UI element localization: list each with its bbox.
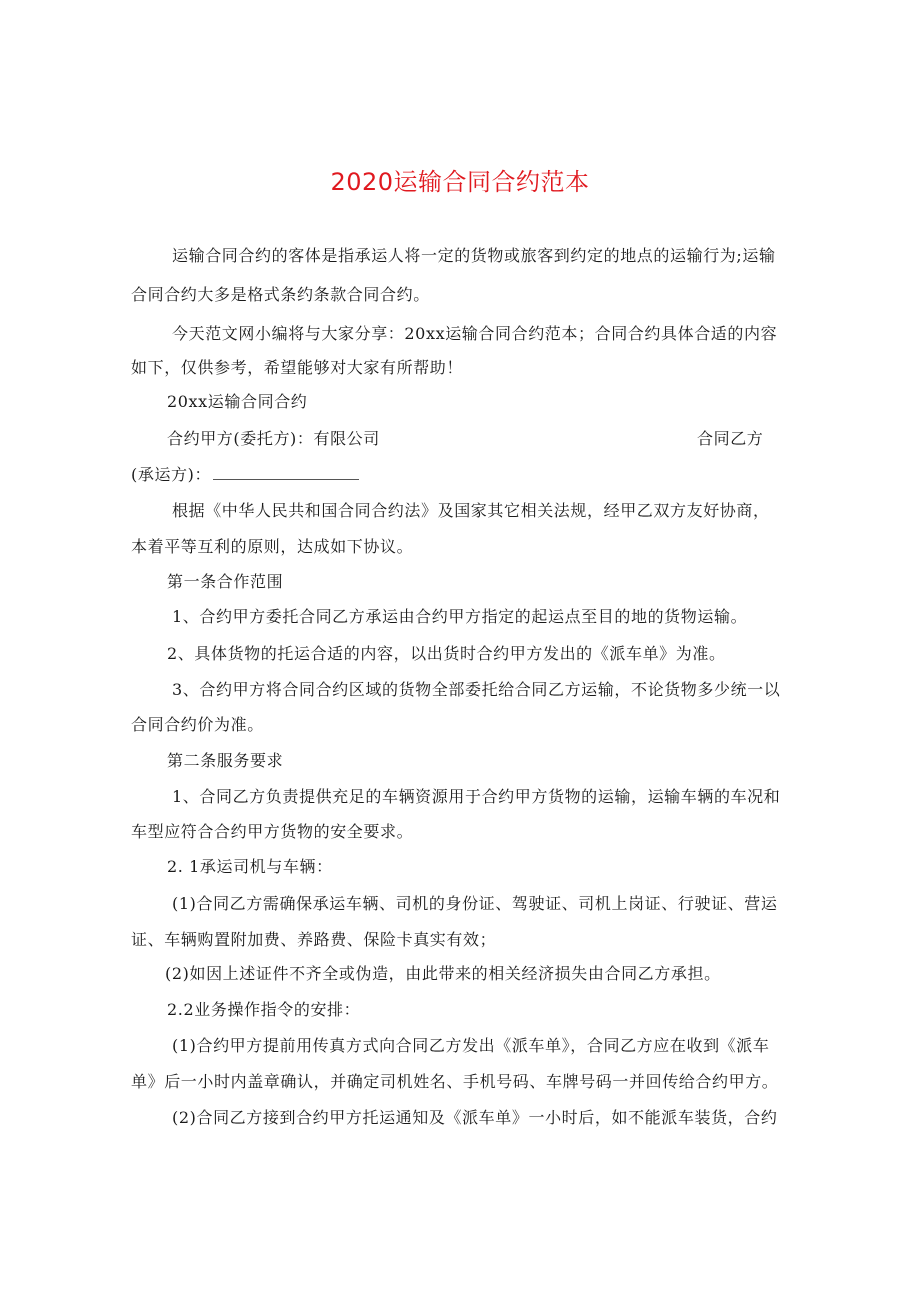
article-heading: 第二条服务要求: [167, 751, 284, 770]
paragraph-line: 今天范文网小编将与大家分享：20xx运输合同合约范本；合同合约具体合适的内容: [172, 324, 778, 343]
section-heading: 20xx运输合同合约: [167, 392, 308, 411]
carrier-label: (承运方)：: [131, 465, 212, 484]
subsection-heading: 2.2业务操作指令的安排：: [167, 1000, 361, 1019]
party-a-line: 合约甲方(委托方)：有限公司: [167, 429, 380, 448]
carrier-line: [131, 465, 359, 485]
paragraph-line: 证、车辆购置附加费、养路费、保险卡真实有效；: [131, 930, 497, 949]
paragraph-line: 合同合约价为准。: [131, 715, 264, 734]
paragraph-line: 1、合同乙方负责提供充足的车辆资源用于合约甲方货物的运输，运输车辆的车况和: [172, 787, 781, 806]
party-b-label: 合同乙方: [697, 429, 764, 448]
paragraph-line: 本着平等互利的原则，达成如下协议。: [131, 537, 414, 556]
paragraph-line: 如下，仅供参考，希望能够对大家有所帮助！: [131, 358, 464, 377]
paragraph-line: 1、合约甲方委托合同乙方承运由合约甲方指定的起运点至目的地的货物运输。: [172, 607, 748, 626]
subsection-heading: 2. 1承运司机与车辆：: [167, 857, 333, 876]
paragraph-line: 根据《中华人民共和国合同合约法》及国家其它相关法规，经甲乙双方友好协商，: [172, 501, 770, 520]
paragraph-line: (2)合同乙方接到合约甲方托运通知及《派车单》一小时后，如不能派车装货，合约: [172, 1108, 778, 1127]
paragraph-line: (1)合约甲方提前用传真方式向合同乙方发出《派车单》，合同乙方应在收到《派车: [172, 1036, 770, 1055]
paragraph-line: 2、具体货物的托运合适的内容，以出货时合约甲方发出的《派车单》为准。: [167, 644, 726, 663]
paragraph-line: (1)合同乙方需确保承运车辆、司机的身份证、驾驶证、司机上岗证、行驶证、营运: [172, 894, 778, 913]
document-title: 2020运输合同合约范本: [330, 168, 590, 196]
paragraph-line: 单》后一小时内盖章确认，并确定司机姓名、手机号码、车牌号码一并回传给合约甲方。: [131, 1072, 779, 1091]
fill-in-blank: [213, 465, 359, 480]
paragraph-line: (2)如因上述证件不齐全或伪造，由此带来的相关经济损失由合同乙方承担。: [165, 964, 721, 983]
paragraph-line: 运输合同合约的客体是指承运人将一定的货物或旅客到约定的地点的运输行为;运输: [172, 246, 776, 265]
paragraph-line: 3、合约甲方将合同合约区域的货物全部委托给合同乙方运输，不论货物多少统一以: [172, 680, 781, 699]
article-heading: 第一条合作范围: [167, 572, 284, 591]
paragraph-line: 车型应符合合约甲方货物的安全要求。: [131, 822, 414, 841]
paragraph-line: 合同合约大多是格式条约条款合同合约。: [131, 285, 430, 304]
